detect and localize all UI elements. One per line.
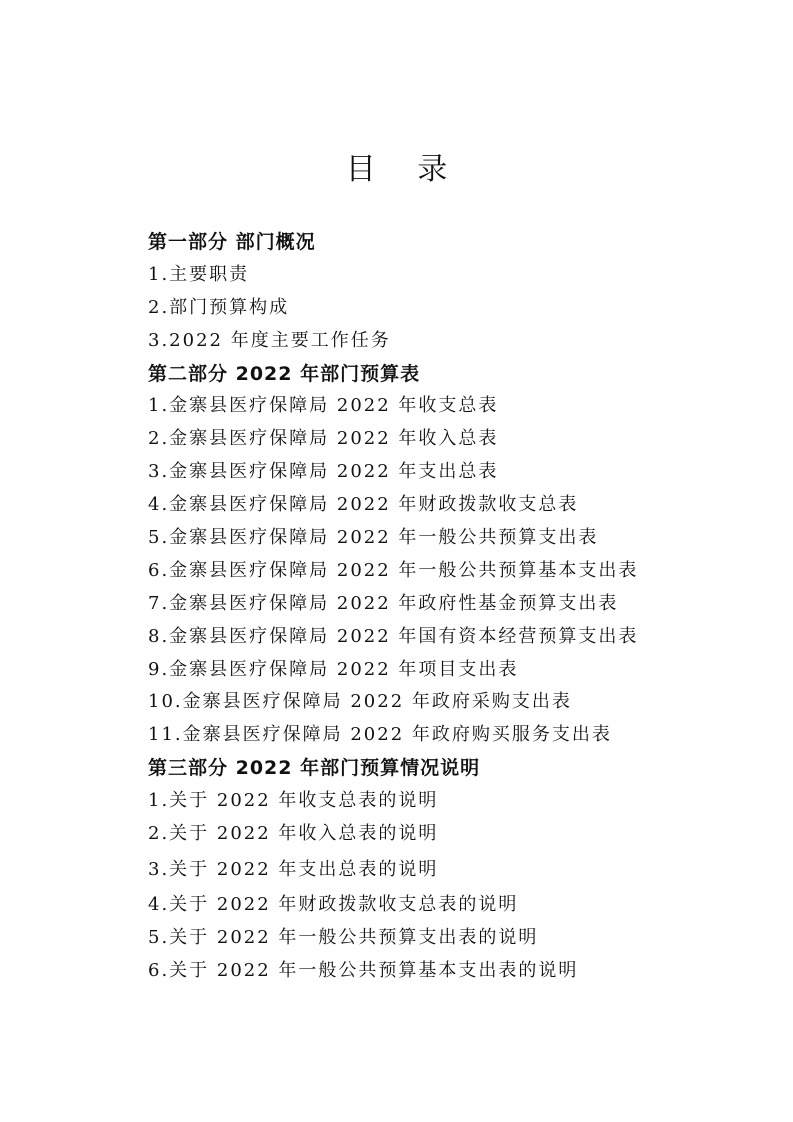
toc-item[interactable]: 11.金寨县医疗保障局 2022 年政府购买服务支出表 bbox=[148, 724, 612, 746]
toc-item[interactable]: 1.主要职责 bbox=[148, 263, 250, 285]
toc-item[interactable]: 3.金寨县医疗保障局 2022 年支出总表 bbox=[148, 461, 499, 483]
toc-item[interactable]: 2.关于 2022 年收入总表的说明 bbox=[148, 823, 439, 845]
section-heading-1[interactable]: 第一部分 部门概况 bbox=[148, 231, 316, 253]
toc-item[interactable]: 10.金寨县医疗保障局 2022 年政府采购支出表 bbox=[148, 691, 572, 713]
toc-item[interactable]: 8.金寨县医疗保障局 2022 年国有资本经营预算支出表 bbox=[148, 625, 639, 647]
toc-item[interactable]: 1.金寨县医疗保障局 2022 年收支总表 bbox=[148, 395, 499, 417]
toc-item[interactable]: 1.关于 2022 年收支总表的说明 bbox=[148, 790, 439, 812]
page-title: 目 录 bbox=[345, 152, 464, 187]
toc-item[interactable]: 5.金寨县医疗保障局 2022 年一般公共预算支出表 bbox=[148, 527, 599, 549]
toc-item[interactable]: 2.部门预算构成 bbox=[148, 296, 290, 318]
toc-item[interactable]: 9.金寨县医疗保障局 2022 年项目支出表 bbox=[148, 658, 519, 680]
table-of-contents bbox=[148, 226, 728, 988]
toc-item[interactable]: 3.2022 年度主要工作任务 bbox=[148, 329, 391, 351]
section-heading-3[interactable]: 第三部分 2022 年部门预算情况说明 bbox=[148, 757, 481, 780]
toc-item[interactable]: 5.关于 2022 年一般公共预算支出表的说明 bbox=[148, 926, 539, 948]
toc-item[interactable]: 3.关于 2022 年支出总表的说明 bbox=[148, 858, 439, 880]
toc-item[interactable]: 6.金寨县医疗保障局 2022 年一般公共预算基本支出表 bbox=[148, 559, 639, 581]
toc-item[interactable]: 4.金寨县医疗保障局 2022 年财政拨款收支总表 bbox=[148, 494, 579, 516]
toc-item[interactable]: 4.关于 2022 年财政拨款收支总表的说明 bbox=[148, 893, 519, 915]
section-heading-2[interactable]: 第二部分 2022 年部门预算表 bbox=[148, 362, 421, 385]
toc-item[interactable]: 6.关于 2022 年一般公共预算基本支出表的说明 bbox=[148, 959, 579, 981]
toc-item[interactable]: 7.金寨县医疗保障局 2022 年政府性基金预算支出表 bbox=[148, 592, 619, 614]
toc-item[interactable]: 2.金寨县医疗保障局 2022 年收入总表 bbox=[148, 428, 499, 450]
